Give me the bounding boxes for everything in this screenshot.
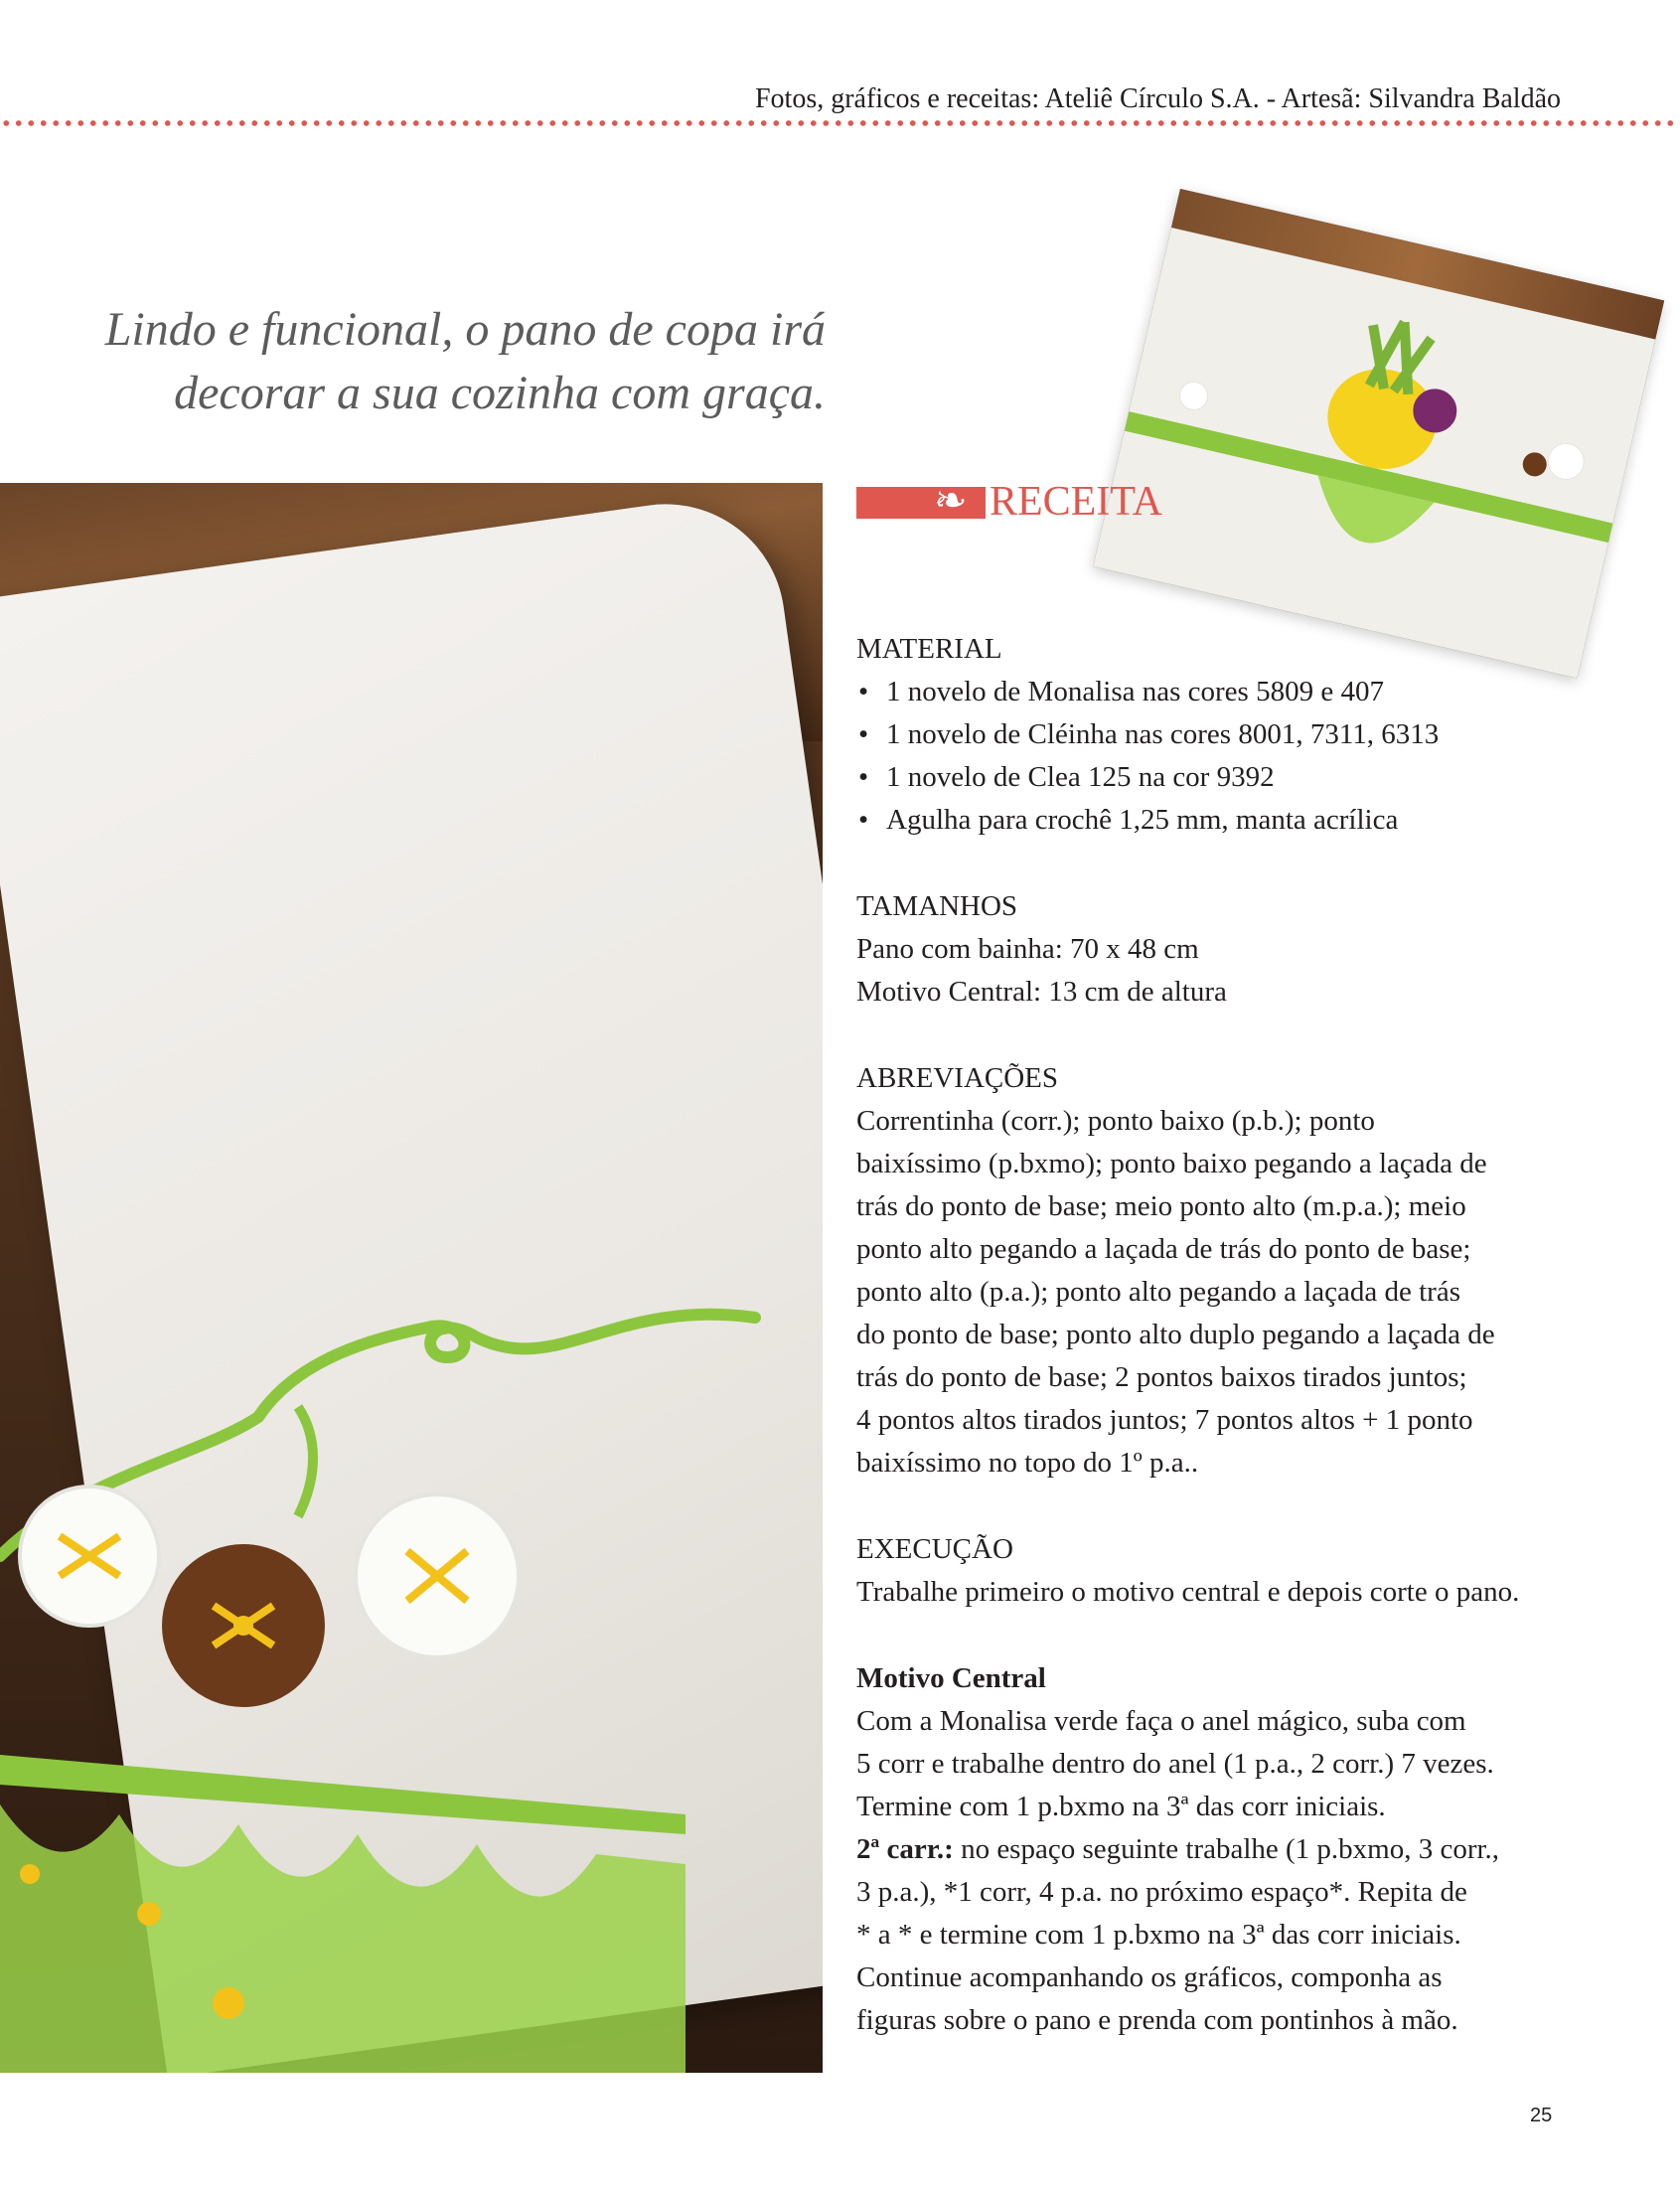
list-item: • 1 novelo de Clea 125 na cor 9392 [856,756,1572,799]
motivo-carr-line [856,1828,1572,1871]
tagline-line-1: Lindo e funcional, o pano de copa irá [104,303,826,356]
material-list [856,671,1572,842]
ornament-icon: ❧ [934,478,968,523]
tamanhos-line: Pano com bainha: 70 x 48 cm [856,933,1199,965]
execucao-heading: EXECUÇÃO [856,1533,1013,1565]
towel-detail-photo [1093,189,1664,678]
execucao-line: Trabalhe primeiro o motivo central e depois corte o pano. [856,1576,1520,1608]
abreviacoes-line: trás do ponto de base; 2 pontos baixos tirados juntos; [856,1361,1467,1393]
abreviacoes-line: do ponto de base; ponto alto duplo pegando a laçada de [856,1319,1495,1350]
embroidery-illustration [0,483,823,2073]
white-flower-right [356,1494,519,1657]
motivo-line: * a * e termine com 1 p.bxmo na 3ª das corr iniciais. [856,1919,1461,1951]
dish-towel-photo [0,483,823,2073]
tagline-line-2: decorar a sua cozinha com graça. [174,367,826,419]
tamanhos-line: Motivo Central: 13 cm de altura [856,976,1227,1008]
brown-flower [162,1544,325,1707]
abreviacoes-line: Correntinha (corr.); ponto baixo (p.b.); ponto [856,1105,1375,1137]
material-heading: MATERIAL [856,633,1002,665]
dotted-divider [0,119,1680,127]
carr-text: no espaço seguinte trabalhe (1 p.bxmo, 3 corr., [953,1833,1500,1865]
abreviacoes-line: baixíssimo (p.bxmo); ponto baixo pegando a laçada de [856,1148,1487,1179]
motivo-line: 3 p.a.), *1 corr, 4 p.a. no próximo espaço*. Repita de [856,1876,1467,1908]
tamanhos-heading: TAMANHOS [856,890,1018,922]
motivo-line: figuras sobre o pano e prenda com pontinhos à mão. [856,2004,1458,2036]
abreviacoes-line: trás do ponto de base; meio ponto alto (m.p.a.); meio [856,1190,1466,1222]
abreviacoes-line: ponto alto pegando a laçada de trás do ponto de base; [856,1233,1471,1265]
green-lace-edge [0,1804,686,2073]
abreviacoes-line: 4 pontos altos tirados juntos; 7 pontos altos + 1 ponto [856,1404,1473,1436]
motivo-line: Com a Monalisa verde faça o anel mágico, suba com [856,1705,1466,1737]
motivo-heading: Motivo Central [856,1662,1046,1694]
list-item: • 1 novelo de Monalisa nas cores 5809 e 407 [856,671,1572,713]
list-item: • 1 novelo de Cléinha nas cores 8001, 7311, 6313 [856,713,1572,756]
white-flower-left [20,1487,159,1626]
recipe-body [856,628,1572,2042]
motif-illustration [1093,189,1664,678]
photo-credits: Fotos, gráficos e receitas: Ateliê Círculo S.A. - Artesã: Silvandra Baldão [754,83,1561,114]
section-title: RECEITA [990,479,1162,525]
motivo-line: 5 corr e trabalhe dentro do anel (1 p.a., 2 corr.) 7 vezes. [856,1748,1494,1780]
carr-label: 2ª carr.: [856,1833,954,1865]
abreviacoes-heading: ABREVIAÇÕES [856,1062,1059,1094]
abreviacoes-line: baixíssimo no topo do 1º p.a.. [856,1447,1199,1479]
motivo-line: Continue acompanhando os gráficos, componha as [856,1961,1443,1993]
tagline [71,298,826,425]
page-number: 25 [1530,2105,1553,2126]
list-item: • Agulha para crochê 1,25 mm, manta acrílica [856,799,1572,842]
motivo-line: Termine com 1 p.bxmo na 3ª das corr iniciais. [856,1791,1386,1822]
abreviacoes-line: ponto alto (p.a.); ponto alto pegando a laçada de trás [856,1276,1460,1308]
